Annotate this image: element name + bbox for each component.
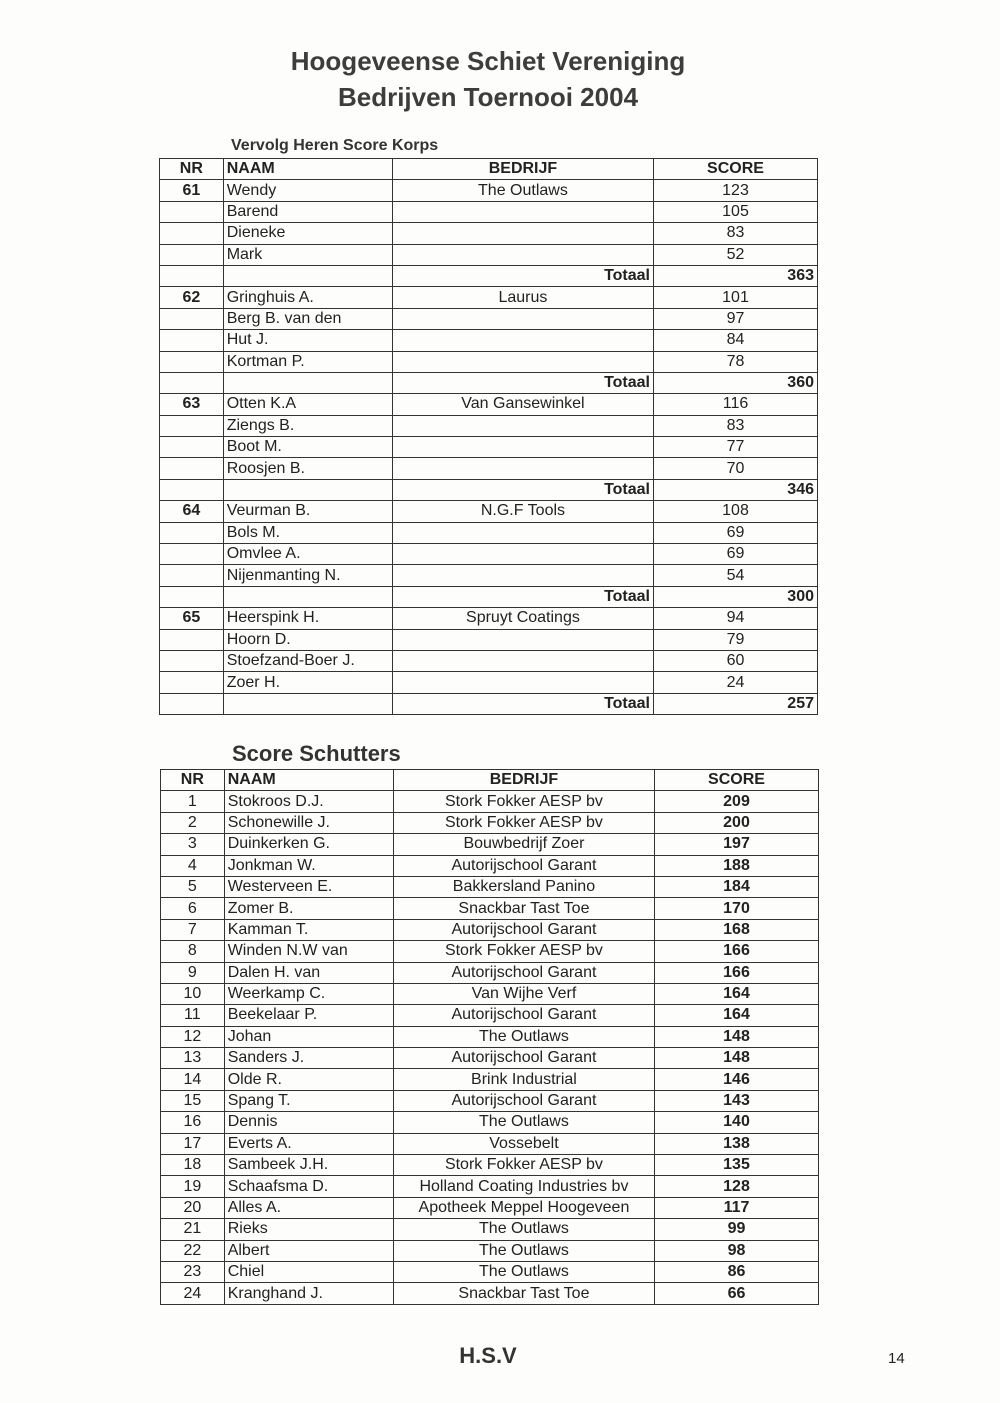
shooter-name-cell: Schonewille J. [224, 812, 393, 833]
footer-label: H.S.V [459, 1343, 517, 1368]
schutters-section-title: Score Schutters [232, 741, 401, 766]
header-naam: NAAM [223, 159, 392, 180]
rank-cell: 8 [161, 941, 225, 962]
shooter-name-cell: Dennis [224, 1112, 393, 1133]
table-row [161, 919, 819, 940]
table-row [160, 287, 818, 308]
table-row [160, 522, 818, 543]
score-cell: 143 [655, 1090, 819, 1111]
member-name-cell: Barend [223, 201, 392, 222]
member-score-cell: 24 [654, 672, 818, 693]
company-cell: Stork Fokker AESP bv [393, 941, 654, 962]
member-name-cell: Roosjen B. [223, 458, 392, 479]
member-name-cell: Wendy [223, 180, 392, 201]
table-row [161, 855, 819, 876]
company-cell: The Outlaws [393, 1261, 654, 1282]
member-name-cell: Stoefzand-Boer J. [223, 650, 392, 671]
shooter-name-cell: Weerkamp C. [224, 983, 393, 1004]
rank-cell: 12 [161, 1026, 225, 1047]
table-row [161, 1005, 819, 1026]
header-naam: NAAM [224, 770, 393, 791]
shooter-name-cell: Olde R. [224, 1069, 393, 1090]
total-name-cell [223, 265, 392, 286]
team-company-cell [392, 522, 653, 543]
company-cell: Apotheek Meppel Hoogeveen [393, 1197, 654, 1218]
member-name-cell: Omvlee A. [223, 544, 392, 565]
korps-score-table [159, 158, 818, 715]
score-cell: 164 [655, 1005, 819, 1026]
table-row [160, 180, 818, 201]
total-label: Totaal [392, 479, 653, 500]
table-row [161, 1261, 819, 1282]
score-cell: 188 [655, 855, 819, 876]
table-row [161, 941, 819, 962]
table-row [160, 308, 818, 329]
table-row [160, 501, 818, 522]
shooter-name-cell: Stokroos D.J. [224, 791, 393, 812]
shooter-name-cell: Chiel [224, 1261, 393, 1282]
score-cell: 66 [655, 1283, 819, 1304]
total-nr-cell [160, 372, 224, 393]
table-row [161, 1026, 819, 1047]
member-name-cell: Bols M. [223, 522, 392, 543]
team-total-score: 257 [654, 693, 818, 714]
team-company-cell: N.G.F Tools [392, 501, 653, 522]
member-name-cell: Hoorn D. [223, 629, 392, 650]
total-label: Totaal [392, 372, 653, 393]
table-row [160, 351, 818, 372]
score-cell: 98 [655, 1240, 819, 1261]
table-row [161, 962, 819, 983]
table-row [161, 1155, 819, 1176]
team-nr-cell [160, 565, 224, 586]
member-score-cell: 79 [654, 629, 818, 650]
table-row [161, 1112, 819, 1133]
company-cell: Autorijschool Garant [393, 1048, 654, 1069]
table-row [161, 812, 819, 833]
table-row [160, 629, 818, 650]
team-company-cell: Spruyt Coatings [392, 608, 653, 629]
member-name-cell: Kortman P. [223, 351, 392, 372]
team-nr-cell [160, 308, 224, 329]
table-row [160, 458, 818, 479]
shooter-name-cell: Everts A. [224, 1133, 393, 1154]
rank-cell: 4 [161, 855, 225, 876]
table-row [160, 544, 818, 565]
total-name-cell [223, 479, 392, 500]
score-cell: 128 [655, 1176, 819, 1197]
team-nr-cell [160, 351, 224, 372]
company-cell: Autorijschool Garant [393, 962, 654, 983]
header-score: SCORE [655, 770, 819, 791]
team-total-score: 360 [654, 372, 818, 393]
team-nr-cell [160, 522, 224, 543]
shooter-name-cell: Winden N.W van [224, 941, 393, 962]
member-score-cell: 97 [654, 308, 818, 329]
member-score-cell: 101 [654, 287, 818, 308]
company-cell: Bouwbedrijf Zoer [393, 834, 654, 855]
member-name-cell: Veurman B. [223, 501, 392, 522]
team-nr-cell [160, 629, 224, 650]
member-score-cell: 52 [654, 244, 818, 265]
total-name-cell [223, 586, 392, 607]
shooter-name-cell: Schaafsma D. [224, 1176, 393, 1197]
score-cell: 86 [655, 1261, 819, 1282]
company-cell: Autorijschool Garant [393, 855, 654, 876]
team-nr-cell [160, 415, 224, 436]
team-total-row [160, 693, 818, 714]
company-cell: Autorijschool Garant [393, 1090, 654, 1111]
company-cell: Snackbar Tast Toe [393, 1283, 654, 1304]
team-company-cell [392, 415, 653, 436]
team-total-row [160, 586, 818, 607]
document-subtitle: Bedrijven Toernooi 2004 [337, 82, 639, 112]
company-cell: Autorijschool Garant [393, 1005, 654, 1026]
member-name-cell: Dieneke [223, 223, 392, 244]
member-name-cell: Hut J. [223, 330, 392, 351]
shooter-name-cell: Rieks [224, 1219, 393, 1240]
team-company-cell [392, 544, 653, 565]
shooter-name-cell: Beekelaar P. [224, 1005, 393, 1026]
member-score-cell: 83 [654, 415, 818, 436]
table-row [160, 330, 818, 351]
shooter-name-cell: Kranghand J. [224, 1283, 393, 1304]
member-score-cell: 69 [654, 522, 818, 543]
team-total-row [160, 265, 818, 286]
team-company-cell [392, 458, 653, 479]
shooter-name-cell: Jonkman W. [224, 855, 393, 876]
total-label: Totaal [392, 586, 653, 607]
company-cell: Van Wijhe Verf [393, 983, 654, 1004]
table-row [161, 1176, 819, 1197]
team-nr-cell [160, 650, 224, 671]
table-row [160, 201, 818, 222]
shooter-name-cell: Duinkerken G. [224, 834, 393, 855]
total-nr-cell [160, 586, 224, 607]
rank-cell: 14 [161, 1069, 225, 1090]
shooter-name-cell: Sambeek J.H. [224, 1155, 393, 1176]
rank-cell: 9 [161, 962, 225, 983]
rank-cell: 2 [161, 812, 225, 833]
rank-cell: 5 [161, 876, 225, 897]
member-name-cell: Zoer H. [223, 672, 392, 693]
rank-cell: 22 [161, 1240, 225, 1261]
rank-cell: 18 [161, 1155, 225, 1176]
document-title: Hoogeveense Schiet Vereniging [290, 46, 686, 76]
score-cell: 168 [655, 919, 819, 940]
member-score-cell: 54 [654, 565, 818, 586]
table-row [160, 244, 818, 265]
header-bedrijf: BEDRIJF [392, 159, 653, 180]
team-nr-cell: 61 [160, 180, 224, 201]
company-cell: Stork Fokker AESP bv [393, 1155, 654, 1176]
table-row [161, 1283, 819, 1304]
company-cell: Bakkersland Panino [393, 876, 654, 897]
score-cell: 200 [655, 812, 819, 833]
table-row [161, 834, 819, 855]
table-row [160, 650, 818, 671]
company-cell: Stork Fokker AESP bv [393, 812, 654, 833]
table-row [160, 565, 818, 586]
table-row [160, 672, 818, 693]
team-nr-cell [160, 201, 224, 222]
score-cell: 117 [655, 1197, 819, 1218]
table-row [160, 415, 818, 436]
score-cell: 184 [655, 876, 819, 897]
score-cell: 99 [655, 1219, 819, 1240]
team-total-row [160, 479, 818, 500]
score-cell: 209 [655, 791, 819, 812]
table-row [161, 1090, 819, 1111]
header-bedrijf: BEDRIJF [393, 770, 654, 791]
rank-cell: 19 [161, 1176, 225, 1197]
rank-cell: 15 [161, 1090, 225, 1111]
company-cell: Autorijschool Garant [393, 919, 654, 940]
team-nr-cell: 64 [160, 501, 224, 522]
shooter-name-cell: Kamman T. [224, 919, 393, 940]
total-nr-cell [160, 479, 224, 500]
team-nr-cell [160, 458, 224, 479]
total-label: Totaal [392, 693, 653, 714]
shooter-name-cell: Johan [224, 1026, 393, 1047]
team-nr-cell [160, 244, 224, 265]
team-nr-cell: 63 [160, 394, 224, 415]
company-cell: The Outlaws [393, 1026, 654, 1047]
company-cell: The Outlaws [393, 1112, 654, 1133]
team-nr-cell [160, 223, 224, 244]
member-score-cell: 77 [654, 437, 818, 458]
team-total-score: 346 [654, 479, 818, 500]
team-nr-cell [160, 672, 224, 693]
rank-cell: 13 [161, 1048, 225, 1069]
score-cell: 140 [655, 1112, 819, 1133]
total-name-cell [223, 372, 392, 393]
table-row [161, 1240, 819, 1261]
member-score-cell: 84 [654, 330, 818, 351]
team-company-cell [392, 244, 653, 265]
company-cell: The Outlaws [393, 1219, 654, 1240]
member-name-cell: Ziengs B. [223, 415, 392, 436]
team-company-cell [392, 650, 653, 671]
rank-cell: 20 [161, 1197, 225, 1218]
shooter-name-cell: Zomer B. [224, 898, 393, 919]
member-score-cell: 108 [654, 501, 818, 522]
member-name-cell: Berg B. van den [223, 308, 392, 329]
page-number: 14 [888, 1350, 905, 1367]
team-nr-cell [160, 437, 224, 458]
team-nr-cell: 65 [160, 608, 224, 629]
table-header-row [160, 159, 818, 180]
company-cell: Stork Fokker AESP bv [393, 791, 654, 812]
member-score-cell: 94 [654, 608, 818, 629]
table-row [161, 983, 819, 1004]
table-header-row [161, 770, 819, 791]
table-row [161, 1197, 819, 1218]
schutters-score-table [160, 769, 819, 1305]
rank-cell: 21 [161, 1219, 225, 1240]
rank-cell: 24 [161, 1283, 225, 1304]
shooter-name-cell: Sanders J. [224, 1048, 393, 1069]
korps-section-title: Vervolg Heren Score Korps [231, 137, 439, 154]
member-name-cell: Nijenmanting N. [223, 565, 392, 586]
team-company-cell [392, 330, 653, 351]
rank-cell: 17 [161, 1133, 225, 1154]
score-cell: 166 [655, 962, 819, 983]
team-company-cell [392, 629, 653, 650]
total-name-cell [223, 693, 392, 714]
rank-cell: 16 [161, 1112, 225, 1133]
company-cell: Holland Coating Industries bv [393, 1176, 654, 1197]
team-company-cell [392, 308, 653, 329]
team-nr-cell: 62 [160, 287, 224, 308]
team-company-cell: The Outlaws [392, 180, 653, 201]
member-score-cell: 83 [654, 223, 818, 244]
member-score-cell: 78 [654, 351, 818, 372]
score-cell: 135 [655, 1155, 819, 1176]
score-cell: 197 [655, 834, 819, 855]
total-label: Totaal [392, 265, 653, 286]
company-cell: The Outlaws [393, 1240, 654, 1261]
score-cell: 166 [655, 941, 819, 962]
team-company-cell [392, 351, 653, 372]
company-cell: Brink Industrial [393, 1069, 654, 1090]
shooter-name-cell: Westerveen E. [224, 876, 393, 897]
rank-cell: 1 [161, 791, 225, 812]
table-row [161, 1069, 819, 1090]
table-row [161, 1048, 819, 1069]
score-cell: 148 [655, 1026, 819, 1047]
table-row [161, 876, 819, 897]
rank-cell: 11 [161, 1005, 225, 1026]
team-company-cell [392, 201, 653, 222]
member-score-cell: 70 [654, 458, 818, 479]
header-nr: NR [160, 159, 224, 180]
table-row [161, 1219, 819, 1240]
shooter-name-cell: Spang T. [224, 1090, 393, 1111]
rank-cell: 6 [161, 898, 225, 919]
score-cell: 164 [655, 983, 819, 1004]
table-row [161, 1133, 819, 1154]
total-nr-cell [160, 693, 224, 714]
table-row [161, 898, 819, 919]
member-score-cell: 123 [654, 180, 818, 201]
member-score-cell: 105 [654, 201, 818, 222]
table-row [161, 791, 819, 812]
member-name-cell: Gringhuis A. [223, 287, 392, 308]
member-name-cell: Otten K.A [223, 394, 392, 415]
member-name-cell: Mark [223, 244, 392, 265]
header-nr: NR [161, 770, 225, 791]
score-cell: 146 [655, 1069, 819, 1090]
table-row [160, 608, 818, 629]
team-company-cell [392, 437, 653, 458]
member-score-cell: 116 [654, 394, 818, 415]
total-nr-cell [160, 265, 224, 286]
table-row [160, 223, 818, 244]
member-score-cell: 69 [654, 544, 818, 565]
team-company-cell [392, 565, 653, 586]
company-cell: Snackbar Tast Toe [393, 898, 654, 919]
team-total-score: 300 [654, 586, 818, 607]
score-cell: 138 [655, 1133, 819, 1154]
member-name-cell: Heerspink H. [223, 608, 392, 629]
team-company-cell: Laurus [392, 287, 653, 308]
team-company-cell [392, 672, 653, 693]
shooter-name-cell: Dalen H. van [224, 962, 393, 983]
shooter-name-cell: Alles A. [224, 1197, 393, 1218]
rank-cell: 3 [161, 834, 225, 855]
team-nr-cell [160, 544, 224, 565]
team-company-cell: Van Gansewinkel [392, 394, 653, 415]
rank-cell: 23 [161, 1261, 225, 1282]
shooter-name-cell: Albert [224, 1240, 393, 1261]
rank-cell: 10 [161, 983, 225, 1004]
team-nr-cell [160, 330, 224, 351]
rank-cell: 7 [161, 919, 225, 940]
score-cell: 148 [655, 1048, 819, 1069]
table-row [160, 394, 818, 415]
team-total-row [160, 372, 818, 393]
member-score-cell: 60 [654, 650, 818, 671]
score-cell: 170 [655, 898, 819, 919]
table-row [160, 437, 818, 458]
company-cell: Vossebelt [393, 1133, 654, 1154]
team-company-cell [392, 223, 653, 244]
header-score: SCORE [654, 159, 818, 180]
team-total-score: 363 [654, 265, 818, 286]
member-name-cell: Boot M. [223, 437, 392, 458]
